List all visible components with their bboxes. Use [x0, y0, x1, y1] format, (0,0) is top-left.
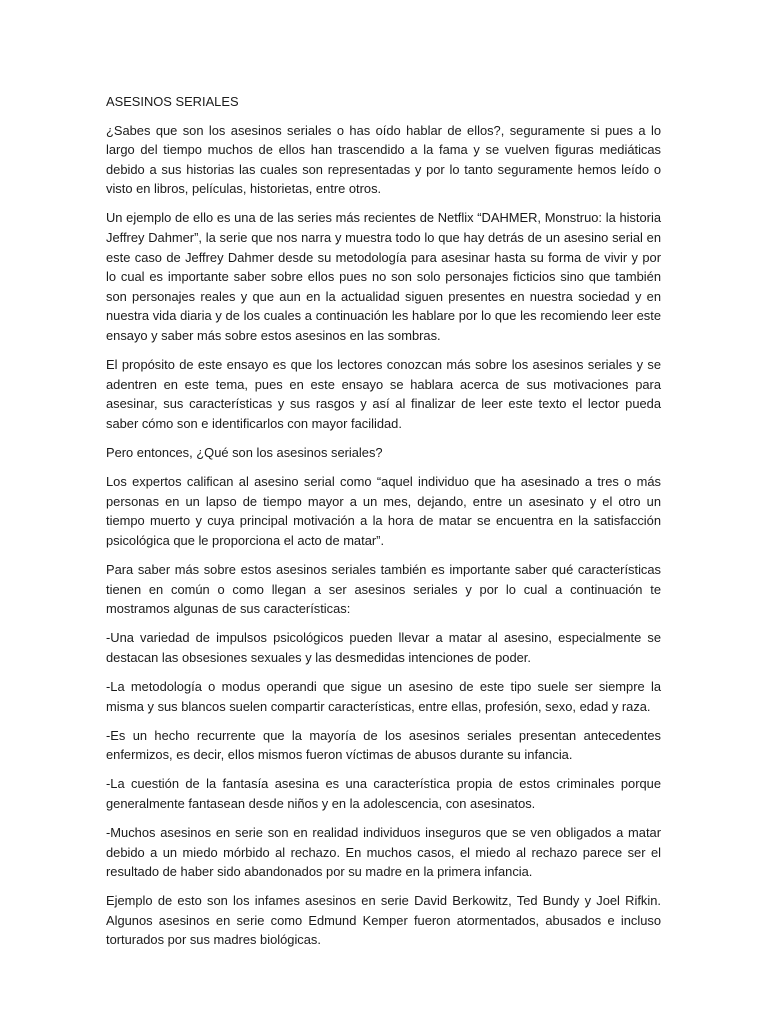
- paragraph-question: Pero entonces, ¿Qué son los asesinos seriales?: [106, 445, 383, 460]
- list-item-modus-operandi: -La metodología o modus operandi que sigue un asesino de este tipo suele ser siempre la misma y sus blancos suelen compartir características, entre ellas, profesión, sexo, edad y raza.: [106, 678, 661, 714]
- paragraph-dahmer-example: Un ejemplo de ello es una de las series más recientes de Netflix “DAHMER, Monstruo: la historia Jeffrey Dahmer”, la serie que nos narra y muestra todo lo que hay detrás de un asesino serial en este caso de Jeffrey Dahmer desde su metodología para asesinar hasta su forma de vivir y por lo cual es importante saber sobre ellos pues no son solo personajes ficticios sino que también son personajes reales y que aun en la actualidad siguen presentes en nuestra sociedad y en nuestra vida diaria y de los cuales a continuación les hablare por lo que les recomiendo leer este ensayo y saber más sobre estos asesinos en las sombras.: [106, 210, 661, 344]
- document-title: ASESINOS SERIALES: [106, 94, 239, 109]
- paragraph-intro: ¿Sabes que son los asesinos seriales o has oído hablar de ellos?, seguramente si pues a lo largo del tiempo muchos de ellos han trascendido a la fama y se vuelven figuras mediáticas debido a sus historias las cuales son representadas y por lo tanto seguramente hemos leído o visto en libros, películas, historietas, entre otros.: [106, 122, 661, 197]
- list-item-fantasy: -La cuestión de la fantasía asesina es una característica propia de estos criminales porque generalmente fantasean desde niños y en la adolescencia, con asesinatos.: [106, 776, 661, 811]
- paragraph-definition: Los expertos califican al asesino serial como “aquel individuo que ha asesinado a tres o más personas en un lapso de tiempo mayor a un mes, dejando, entre un asesinato y el otro un tiempo muerto y cuya principal motivación a la hora de matar se encuentra en la satisfacción psicológica que le proporciona el acto de matar”.: [106, 474, 661, 548]
- list-item-background: -Es un hecho recurrente que la mayoría de los asesinos seriales presentan antecedentes enfermizos, es decir, ellos mismos fueron víctimas de abusos durante su infancia.: [106, 727, 661, 763]
- paragraph-examples: Ejemplo de esto son los infames asesinos en serie David Berkowitz, Ted Bundy y Joel Rifkin. Algunos asesinos en serie como Edmund Kemper fueron atormentados, abusados e incluso torturados por sus madres biológicas.: [106, 893, 661, 948]
- list-item-impulses: -Una variedad de impulsos psicológicos pueden llevar a matar al asesino, especialmente se destacan las obsesiones sexuales y las desmedidas intenciones de poder.: [106, 630, 661, 665]
- paragraph-characteristics-intro: Para saber más sobre estos asesinos seriales también es importante saber qué características tienen en común o como llegan a ser asesinos seriales y por lo cual a continuación te mostramos algunas de sus características:: [106, 561, 661, 617]
- document-page: [106, 92, 661, 960]
- paragraph-purpose: El propósito de este ensayo es que los lectores conozcan más sobre los asesinos seriales y se adentren en este tema, pues en este ensayo se hablara acerca de sus motivaciones para asesinar, sus características y sus rasgos y así al finalizar de leer este texto el lector pueda saber cómo son e identificarlos con mayor facilidad.: [106, 357, 661, 431]
- list-item-insecurity: -Muchos asesinos en serie son en realidad individuos inseguros que se ven obligados a matar debido a un miedo mórbido al rechazo. En muchos casos, el miedo al rechazo parece ser el resultado de haber sido abandonados por su madre en la primera infancia.: [106, 825, 661, 880]
